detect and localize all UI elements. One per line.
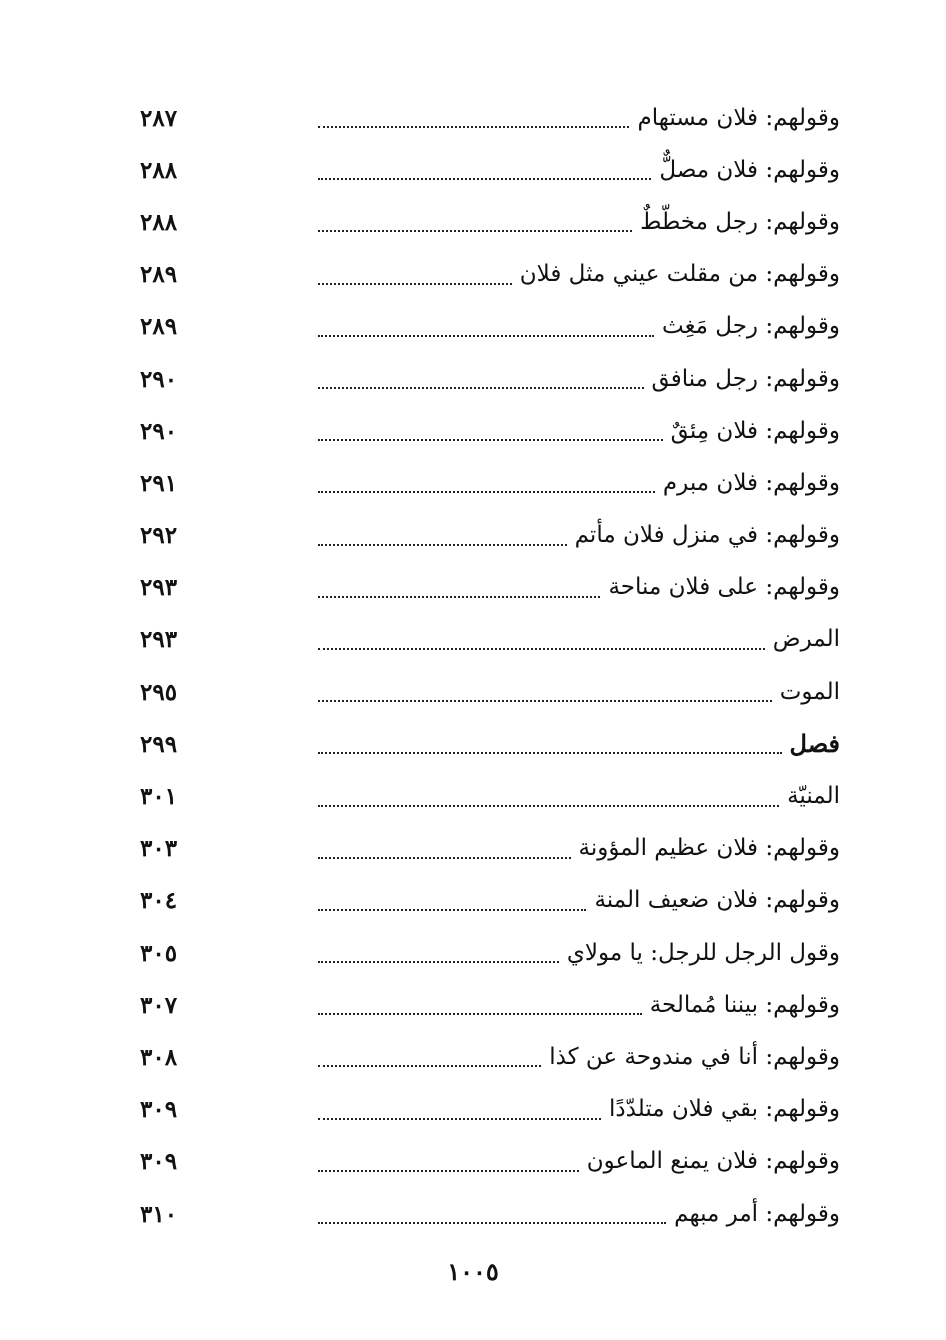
dotted-leader: [318, 961, 559, 963]
toc-entry: [140, 927, 840, 979]
toc-entry: [140, 144, 840, 196]
toc-entry-page: ٢٩٠: [140, 365, 178, 393]
toc-entry-title: وقولهم: بقي فلان متلدّدًا: [609, 1096, 840, 1123]
toc-entry-title: وقولهم: أمر مبهم: [674, 1200, 840, 1227]
toc-entry-page: ٣١٠: [140, 1200, 178, 1228]
toc-entry-title: وقولهم: فلان عظيم المؤونة: [578, 835, 840, 862]
toc-entry: [140, 1136, 840, 1188]
toc-entry-title: وقولهم: أنا في مندوحة عن كذا: [549, 1043, 840, 1070]
toc-entry: [140, 353, 840, 405]
page-number: ١٠٠٥: [447, 1257, 499, 1286]
toc-entry-title: وقولهم: رجل مخطّطٌ: [640, 208, 840, 235]
toc-entry: [140, 457, 840, 509]
toc-entry-title: وقولهم: بيننا مُمالحة: [649, 991, 840, 1018]
toc-entry-page: ٣٠٤: [140, 887, 178, 915]
toc-entry-title: وقولهم: فلان مصلٌّ: [659, 156, 840, 183]
toc-entry: [140, 196, 840, 248]
toc-entry-title: الموت: [779, 678, 840, 705]
toc-entry: [140, 875, 840, 927]
toc-entry: [140, 614, 840, 666]
toc-entry-page: ٢٩٢: [140, 522, 178, 550]
toc-entry-page: ٢٩٣: [140, 626, 178, 654]
toc-entry: [140, 405, 840, 457]
toc-entry-page: ٢٩٥: [140, 678, 178, 706]
toc-entry-page: ٢٩١: [140, 469, 178, 497]
toc-entry-title: وقولهم: فلان مستهام: [637, 104, 840, 131]
dotted-leader: [318, 752, 782, 754]
dotted-leader: [318, 1013, 642, 1015]
dotted-leader: [318, 283, 512, 285]
dotted-leader: [318, 439, 663, 441]
dotted-leader: [318, 1118, 601, 1120]
dotted-leader: [318, 700, 772, 702]
dotted-leader: [318, 1222, 666, 1224]
dotted-leader: [318, 1065, 541, 1067]
toc-entry-title: وقولهم: في منزل فلان مأتم: [574, 522, 840, 549]
toc-entry-page: ٢٨٩: [140, 261, 178, 289]
toc-entry: [140, 979, 840, 1031]
toc-entry-title: وقولهم: فلان يمنع الماعون: [586, 1148, 840, 1175]
toc-entry-page: ٢٩٣: [140, 574, 178, 602]
toc-entry-title: فصل: [789, 729, 840, 759]
toc-entry-page: ٢٩٠: [140, 417, 178, 445]
table-of-contents: [140, 92, 840, 1240]
toc-entry-title: وقولهم: من مقلت عيني مثل فلان: [519, 261, 840, 288]
toc-entry-page: ٣٠٨: [140, 1043, 178, 1071]
toc-entry-title: وقول الرجل للرجل: يا مولاي: [566, 939, 840, 966]
toc-entry: [140, 1188, 840, 1240]
toc-entry-page: ٢٨٧: [140, 104, 178, 132]
toc-entry-page: ٣٠٩: [140, 1148, 178, 1176]
toc-entry: [140, 92, 840, 144]
toc-entry: [140, 666, 840, 718]
toc-entry: [140, 823, 840, 875]
toc-entry-title: المرض: [772, 626, 840, 653]
dotted-leader: [318, 857, 571, 859]
toc-entry-title: وقولهم: رجل مَغِث: [661, 313, 840, 340]
dotted-leader: [318, 544, 567, 546]
toc-entry-title: وقولهم: على فلان مناحة: [608, 574, 840, 601]
dotted-leader: [318, 178, 651, 180]
toc-entry-page: ٢٨٩: [140, 313, 178, 341]
dotted-leader: [318, 126, 629, 128]
toc-entry-title: وقولهم: فلان مبرم: [662, 469, 840, 496]
dotted-leader: [318, 335, 654, 337]
dotted-leader: [318, 909, 586, 911]
toc-entry: [140, 510, 840, 562]
toc-entry-title: وقولهم: فلان مِئقٌ: [670, 417, 840, 444]
toc-entry: [140, 1031, 840, 1083]
dotted-leader: [318, 805, 779, 807]
toc-entry-title: المنيّة: [787, 783, 840, 810]
toc-entry: [140, 770, 840, 822]
toc-entry-page: ٢٨٨: [140, 208, 178, 236]
dotted-leader: [318, 596, 600, 598]
toc-entry-page: ٣٠١: [140, 783, 178, 811]
toc-entry: [140, 718, 840, 770]
toc-entry-title: وقولهم: فلان ضعيف المنة: [594, 887, 840, 914]
dotted-leader: [318, 387, 644, 389]
toc-entry-page: ٢٩٩: [140, 730, 178, 758]
toc-entry: [140, 249, 840, 301]
toc-entry-page: ٢٨٨: [140, 156, 178, 184]
dotted-leader: [318, 1170, 579, 1172]
dotted-leader: [318, 648, 765, 650]
toc-entry-page: ٣٠٥: [140, 939, 178, 967]
dotted-leader: [318, 230, 632, 232]
toc-entry: [140, 301, 840, 353]
toc-entry: [140, 1084, 840, 1136]
dotted-leader: [318, 491, 655, 493]
toc-entry-page: ٣٠٧: [140, 991, 178, 1019]
toc-entry: [140, 562, 840, 614]
toc-entry-title: وقولهم: رجل منافق: [651, 365, 840, 392]
toc-entry-page: ٣٠٩: [140, 1096, 178, 1124]
toc-entry-page: ٣٠٣: [140, 835, 178, 863]
